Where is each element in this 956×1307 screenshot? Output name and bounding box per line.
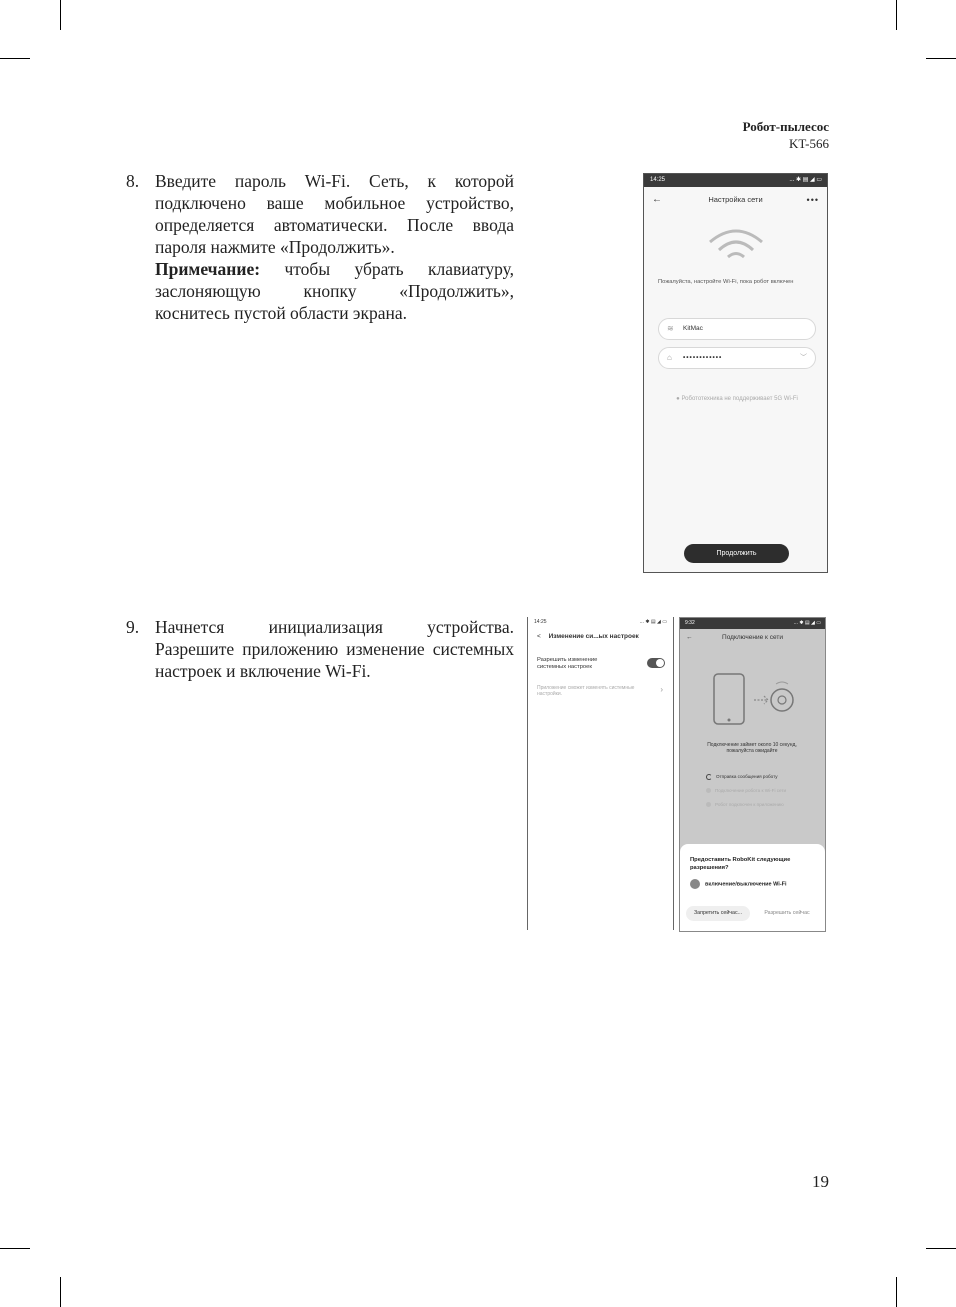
step-body <box>155 170 514 324</box>
phone-to-robot-illustration <box>710 670 800 730</box>
setup-prompt: Пожалуйста, настройте Wi-Fi, пока робот включен <box>658 279 794 285</box>
stage-item <box>706 802 784 808</box>
crop-mark <box>926 58 956 59</box>
dialog-buttons <box>686 906 819 921</box>
status-bar <box>644 174 827 187</box>
crop-mark <box>0 58 30 59</box>
status-time: 14:25 <box>534 619 547 625</box>
permission-item <box>690 879 787 889</box>
status-bar <box>680 618 825 629</box>
ssid-field[interactable] <box>658 318 816 340</box>
modify-settings-label: Разрешить изменение системных настроек <box>537 657 598 670</box>
screen-title: Настройка сети <box>708 195 763 204</box>
back-arrow-icon[interactable]: ← <box>686 634 693 641</box>
screen-title: Подключение к сети <box>722 634 783 641</box>
nav-bar <box>680 629 825 647</box>
stage-label: Подключение робота к Wi-Fi сети <box>715 788 787 793</box>
chevron-right-icon[interactable]: › <box>660 685 663 694</box>
status-time: 9:32 <box>685 620 695 626</box>
system-settings-screenshot <box>529 617 671 930</box>
stage-item <box>706 788 786 794</box>
divider <box>527 617 528 930</box>
step-number: 8. <box>126 171 140 191</box>
step-text: Начнется инициализация устройства. Разрешите приложению изменение системных настроек и включение Wi-Fi. <box>155 617 514 681</box>
ssid-value: KitMac <box>683 325 703 332</box>
password-value: •••••••••••• <box>683 354 723 361</box>
status-bar <box>529 617 671 628</box>
step-body <box>155 616 514 682</box>
modify-settings-toggle[interactable] <box>647 658 665 668</box>
crop-mark <box>896 1277 897 1307</box>
crop-mark <box>60 0 61 30</box>
status-icons: ... ✱ ▤ ◢ ▭ <box>789 177 822 183</box>
running-header <box>743 118 829 152</box>
more-icon[interactable]: ••• <box>806 195 819 205</box>
nav-bar <box>529 628 671 646</box>
step-9 <box>126 616 514 682</box>
status-icons: ... ✱ ▤ ◢ ▭ <box>793 620 821 626</box>
wifi-setup-screenshot <box>643 173 828 573</box>
wifi-icon <box>690 879 700 889</box>
5g-warning <box>660 395 814 403</box>
dialog-question: Предоставить RoboKit следующие разрешения? <box>690 857 791 871</box>
spinner-icon <box>706 774 712 780</box>
crop-mark <box>896 0 897 30</box>
pending-dot-icon <box>706 802 711 807</box>
step-text: Введите пароль Wi-Fi. Сеть, к которой подключено ваше мобильное устройство, определяется автоматически. После ввода пароля нажмите «Продолжить». <box>155 171 514 257</box>
eye-closed-icon[interactable]: ︶ <box>800 354 807 361</box>
back-arrow-icon[interactable]: < <box>537 633 541 640</box>
permission-label: включение/выключение Wi-Fi <box>705 881 787 888</box>
connection-info: Подключение займет около 10 секунд, пожалуйста ожидайте <box>707 742 797 754</box>
step-number: 9. <box>126 617 140 637</box>
stage-item <box>706 774 778 780</box>
crop-mark <box>926 1248 956 1249</box>
wifi-small-icon: ≋ <box>667 324 674 333</box>
permission-dialog <box>680 844 825 931</box>
deny-button[interactable]: Запретить сейчас... <box>686 906 750 921</box>
password-field[interactable] <box>658 347 816 369</box>
info-icon: ● <box>676 396 680 402</box>
allow-button[interactable]: Разрешить сейчас <box>755 906 819 921</box>
page-number: 19 <box>812 1172 829 1191</box>
crop-mark <box>0 1248 30 1249</box>
settings-description: Приложение сможет изменять системные настройки. <box>537 685 635 697</box>
network-connect-screenshot <box>679 617 826 932</box>
stage-label: Робот подключен к приложению <box>715 802 784 807</box>
continue-button[interactable]: Продолжить <box>684 544 789 563</box>
crop-mark <box>60 1277 61 1307</box>
note-label: Примечание: <box>155 259 261 279</box>
stage-label: Отправка сообщения роботу <box>716 774 778 780</box>
step-note <box>155 258 514 324</box>
screen-title: Изменение си...ых настроек <box>548 633 639 640</box>
header-model: KT-566 <box>789 136 829 151</box>
status-time: 14:25 <box>650 177 666 183</box>
step-8 <box>126 170 514 324</box>
header-title: Робот-пылесос <box>742 119 829 134</box>
pending-dot-icon <box>706 788 711 793</box>
status-icons: ... ✱ ▤ ◢ ▭ <box>639 619 667 625</box>
lock-icon: ⌂ <box>667 353 672 362</box>
nav-bar <box>644 187 827 213</box>
divider <box>673 617 674 930</box>
note-text: чтобы убрать клавиатуру, заслоняющую кнопку «Продолжить», коснитесь пустой области экрана. <box>155 259 514 323</box>
5g-warning-text: Робототехника не поддерживает 5G Wi-Fi <box>681 396 798 402</box>
back-arrow-icon[interactable]: ← <box>652 194 662 205</box>
wifi-icon <box>704 226 768 266</box>
